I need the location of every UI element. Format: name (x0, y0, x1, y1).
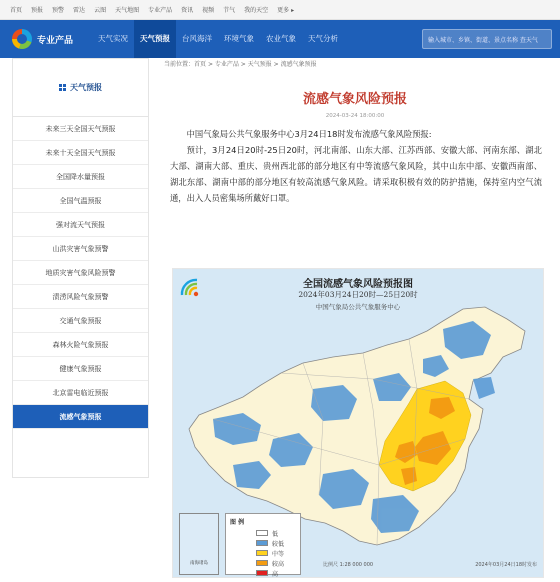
breadcrumb-separator: > (271, 61, 281, 68)
nav-tab[interactable]: 天气分析 (308, 34, 338, 43)
sidebar-item[interactable]: 山洪灾害气象预警 (13, 237, 148, 261)
map-issue-stamp: 2024年03月24日18时发布 (475, 562, 537, 568)
breadcrumb-link[interactable]: 流感气象预报 (280, 61, 317, 68)
legend-swatch (256, 550, 268, 556)
sidebar-heading (13, 59, 148, 117)
breadcrumb-prefix: 当前位置： (164, 61, 195, 68)
nav-items (92, 20, 344, 58)
legend-label: 较低 (272, 540, 285, 548)
article-body (162, 126, 548, 206)
top-utility-bar (0, 0, 560, 20)
sidebar-list (13, 117, 148, 429)
legend-title: 图 例 (230, 519, 245, 526)
map-scale: 比例尺 1:28 000 000 (323, 562, 374, 568)
legend-swatch (256, 530, 268, 536)
legend-row (230, 548, 296, 558)
sidebar-item[interactable]: 地质灾害气象风险预警 (13, 261, 148, 285)
sidebar-item[interactable]: 全国降水量预报 (13, 165, 148, 189)
legend-row (230, 538, 296, 548)
topbar-link[interactable]: 专业产品 (148, 7, 173, 14)
breadcrumb (162, 58, 548, 72)
publish-date: 2024-03-24 18:00:00 (325, 113, 385, 119)
nav-tab[interactable]: 天气实况 (98, 34, 128, 43)
sidebar-item[interactable]: 流感气象预报 (13, 405, 148, 429)
south-sea-inset (179, 513, 219, 575)
breadcrumb-link[interactable]: 天气预报 (247, 61, 272, 68)
legend-rows (230, 528, 296, 578)
legend-label: 中等 (272, 550, 285, 558)
legend-row (230, 528, 296, 538)
sidebar-item[interactable]: 未来三天全国天气预报 (13, 117, 148, 141)
main-navbar (0, 20, 560, 58)
sidebar-item[interactable]: 全国气温预报 (13, 189, 148, 213)
map-subtitle: 2024年03月24日20时—25日20时 (298, 290, 418, 299)
topbar-link[interactable]: 预报 (31, 7, 44, 14)
legend-label: 低 (272, 530, 279, 538)
nav-tab[interactable]: 天气预报 (134, 20, 176, 58)
legend-swatch (256, 570, 268, 576)
topbar-link[interactable]: 视频 (202, 7, 215, 14)
topbar-link[interactable]: 资讯 (181, 7, 194, 14)
legend-swatch (256, 540, 268, 546)
nav-tab[interactable]: 台风海洋 (182, 34, 212, 43)
map-title: 全国流感气象风险预报图 (303, 279, 413, 290)
legend-row (230, 558, 296, 568)
topbar-link[interactable]: 首页 (10, 7, 23, 14)
topbar-link[interactable]: 我的天空 (244, 7, 269, 14)
breadcrumb-link[interactable]: 首页 (194, 61, 207, 68)
sidebar-item[interactable]: 健康气象预报 (13, 357, 148, 381)
legend-label: 较高 (272, 560, 285, 568)
nav-tab[interactable]: 环境气象 (224, 34, 254, 43)
site-logo[interactable] (12, 29, 92, 49)
risk-map[interactable] (172, 268, 544, 578)
search-input[interactable]: 输入城市、乡镇、街道、景点名称 查天气 (422, 29, 552, 49)
topbar-link[interactable]: 雷达 (73, 7, 86, 14)
sidebar-item[interactable]: 森林火险气象预报 (13, 333, 148, 357)
topbar-link[interactable]: 云图 (94, 7, 107, 14)
topbar-link[interactable]: 更多 ▸ (277, 7, 295, 14)
topbar-link[interactable]: 预警 (52, 7, 65, 14)
nav-tab[interactable]: 农业气象 (266, 34, 296, 43)
sidebar-item[interactable]: 交通气象预报 (13, 309, 148, 333)
article-para-2: 预计，3月24日20时-25日20时，河北南部、山东大部、江苏西部、安徽大部、河南东部、湖北大部、湖南大部、重庆、贵州西北部的部分地区有中等流感气象风险，其中山东中部、安徽西南部、湖北东部、湖南中部的部分地区有较高流感气象风险。请采取积极有效的防护措施，保持室内空气流通，出入人员密集场所戴好口罩。 (170, 145, 542, 203)
breadcrumb-separator: > (206, 61, 215, 68)
map-legend (225, 513, 301, 578)
sidebar-item[interactable]: 强对流天气预报 (13, 213, 148, 237)
legend-swatch (256, 560, 268, 566)
topbar-link[interactable]: 天气地图 (115, 7, 140, 14)
sidebar (12, 58, 149, 478)
sidebar-item[interactable]: 渍涝风险气象预警 (13, 285, 148, 309)
breadcrumb-separator: > (238, 61, 248, 68)
grid-icon (59, 84, 66, 91)
sidebar-heading-label: 天气预报 (70, 83, 102, 92)
logo-text: 专业产品 (37, 35, 74, 46)
legend-row (230, 568, 296, 578)
sidebar-item[interactable]: 北京雷电临近预报 (13, 381, 148, 405)
page-title: 流感气象风险预报 (302, 92, 407, 107)
sidebar-item[interactable]: 未来十天全国天气预报 (13, 141, 148, 165)
logo-icon (12, 29, 32, 49)
breadcrumb-link[interactable]: 专业产品 (214, 61, 239, 68)
article-para-1: 中国气象局公共气象服务中心3月24日18时发布流感气象风险预报: (186, 129, 432, 139)
topbar-link[interactable]: 节气 (223, 7, 236, 14)
map-org: 中国气象局公共气象服务中心 (315, 303, 401, 311)
main-content (162, 58, 548, 578)
legend-label: 高 (272, 570, 279, 578)
inset-label: 南海诸岛 (190, 561, 208, 566)
